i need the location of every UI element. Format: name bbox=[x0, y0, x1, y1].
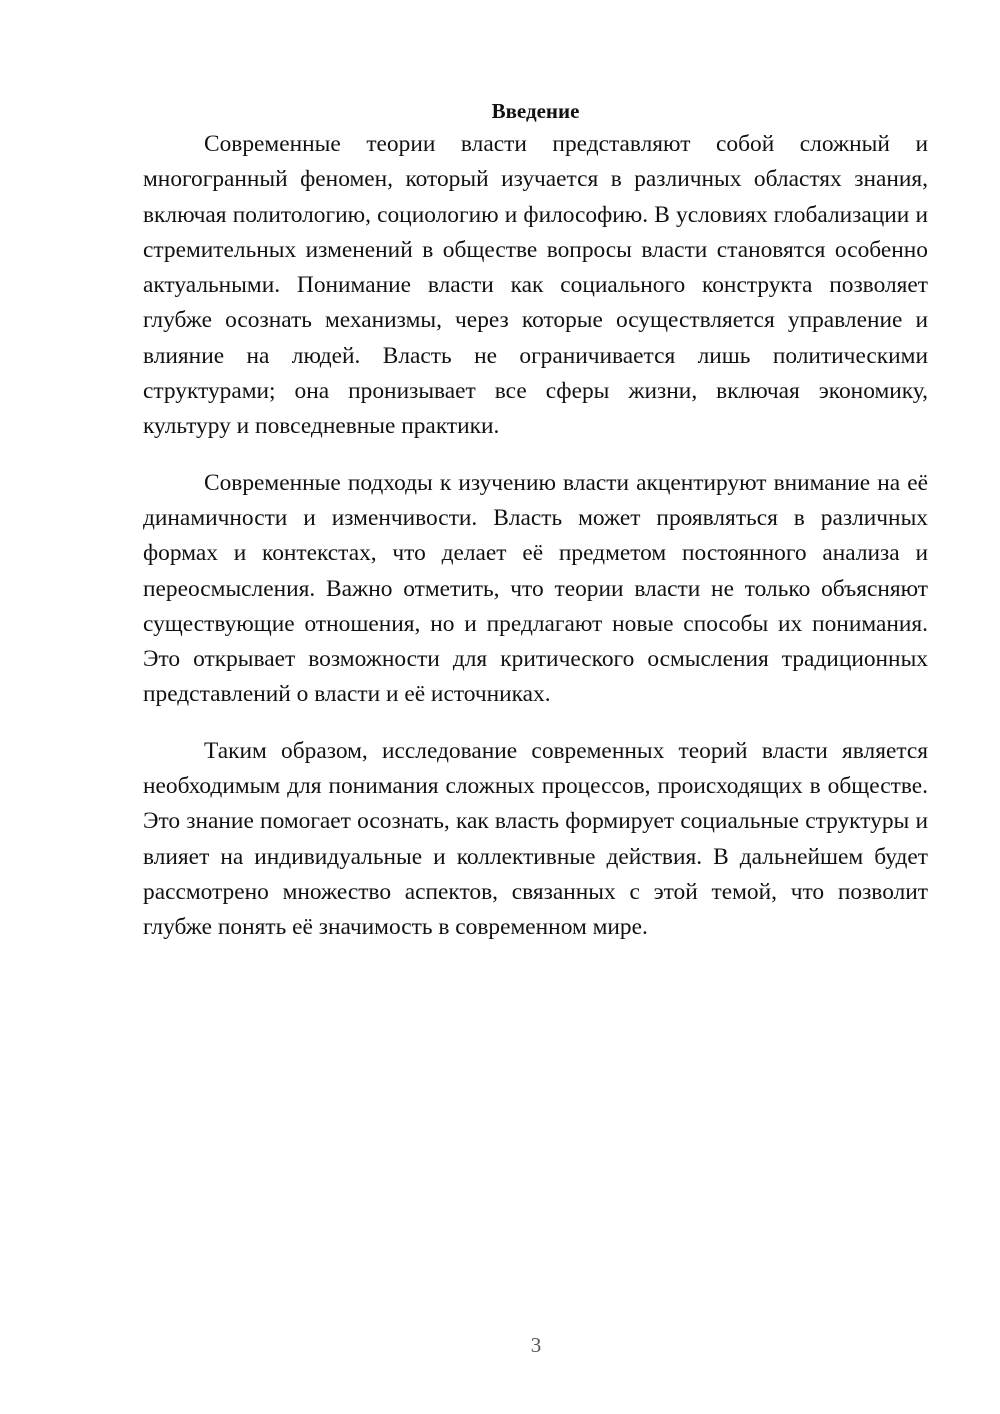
paragraph-1: Современные теории власти представляют собой сложный и многогранный феномен, который изучается в различных областях знания, включая политологию, социологию и философию. В условиях глобализации и стремительных изменений в обществе вопросы власти становятся особенно актуальными. Понимание власти как социального конструкта позволяет глубже осознать механизмы, через которые осуществляется управление и влияние на людей. Власть не ограничивается лишь политическими структурами; она пронизывает все сферы жизни, включая экономику, культуру и повседневные практики. bbox=[143, 131, 928, 440]
page-content bbox=[143, 95, 928, 946]
paragraph-3: Таким образом, исследование современных теорий власти является необходимым для понимания сложных процессов, происходящих в обществе. Это знание помогает осознать, как власть формирует социальные структуры и влияет на индивидуальные и коллективные действия. В дальнейшем будет рассмотрено множество аспектов, связанных с этой темой, что позволит глубже понять её значимость в современном мире. bbox=[143, 737, 928, 941]
paragraph-2: Современные подходы к изучению власти акцентируют внимание на её динамичности и изменчивости. Власть может проявляться в различных формах и контекстах, что делает её предметом постоянного анализа и переосмысления. Важно отметить, что теории власти не только объясняют существующие отношения, но и предлагают новые способы их понимания. Это открывает возможности для критического осмысления традиционных представлений о власти и её источниках. bbox=[143, 469, 928, 708]
page-number: 3 bbox=[530, 1333, 542, 1357]
section-heading: Введение bbox=[491, 99, 580, 123]
